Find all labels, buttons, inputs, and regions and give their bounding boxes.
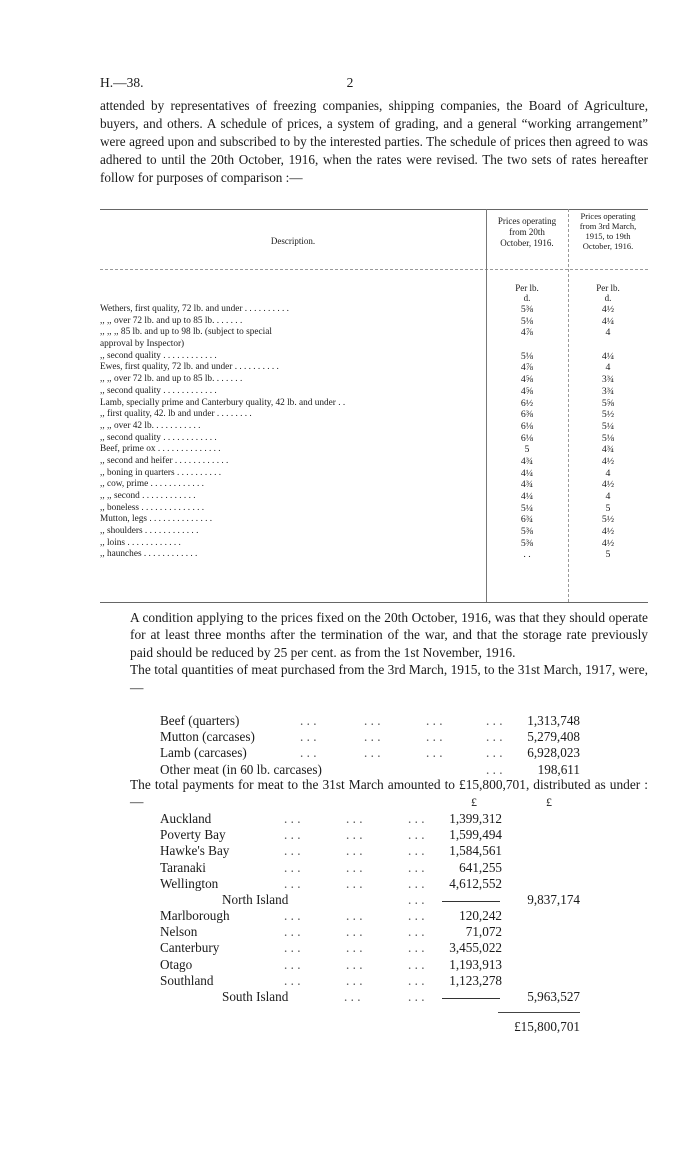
table-row: [100, 468, 648, 480]
old-price: 4: [605, 327, 611, 339]
new-price: 4¼: [520, 491, 534, 502]
quantity-line: Beef (quarters) . . . . . . . . . . . . 1,313,748: [160, 713, 580, 728]
row-description: Ewes, first quality, 72 lb. and under . . . . . . . . . .: [100, 362, 279, 373]
table-row: [100, 444, 648, 456]
row-description: ,, boneless . . . . . . . . . . . . . .: [100, 502, 205, 513]
new-price: 6¾: [520, 514, 534, 526]
new-price: 4⅝: [520, 374, 534, 386]
region-value: 1,399,312: [449, 811, 502, 826]
row-description: ,, loins . . . . . . . . . . . .: [100, 537, 181, 548]
table-row: [100, 316, 648, 328]
new-price: 5⅜: [520, 304, 534, 315]
table-row: [100, 386, 648, 398]
region-line: Otago . . . . . . . . . 1,193,913: [160, 956, 502, 972]
table-row: [100, 479, 648, 491]
row-description: ,, cow, prime . . . . . . . . . . . .: [100, 479, 204, 490]
new-price: 5⅛: [520, 315, 534, 327]
quantity-label: Lamb (carcases): [160, 745, 247, 761]
table-top-rule: [100, 209, 648, 210]
row-description: Lamb, specially prime and Canterbury quality, 42 lb. and under . .: [100, 397, 346, 408]
new-price: . .: [523, 549, 531, 561]
table-row: [100, 351, 648, 363]
row-description: ,, ,, over 72 lb. and up to 85 lb. . . . . . .: [100, 315, 243, 326]
payments-paragraph: The total payments for meat to the 31st March amounted to £15,800,701, distributed as under :—: [130, 777, 648, 809]
row-description: ,, second quality . . . . . . . . . . . .: [100, 432, 217, 443]
row-description: ,, haunches . . . . . . . . . . . .: [100, 549, 198, 560]
new-price: 6⅛: [520, 420, 534, 432]
new-price: 6⅛: [520, 432, 534, 444]
old-price: 4½: [601, 479, 615, 491]
old-price: 4¾: [601, 444, 615, 456]
new-price: 5⅜: [520, 526, 534, 538]
table-bottom-rule: [100, 602, 648, 603]
new-price: 5¼: [520, 502, 534, 514]
region-line: Poverty Bay . . . . . . . . . 1,599,494: [160, 827, 502, 843]
region-value: 1,123,278: [449, 972, 502, 988]
south-total-value: 5,963,527: [527, 989, 580, 1004]
new-price: 5⅜: [520, 537, 534, 549]
unit-label: Per lb. d.: [515, 283, 539, 303]
old-price: 3¾: [601, 374, 615, 386]
new-price: 4¼: [520, 467, 534, 479]
table-row: [100, 538, 648, 550]
region-line: Marlborough . . . . . . . . . 120,242: [160, 908, 502, 923]
row-description: Mutton, legs . . . . . . . . . . . . . .: [100, 514, 213, 525]
row-description: ,, shoulders . . . . . . . . . . . .: [100, 526, 199, 537]
quantity-line: Lamb (carcases) . . . . . . . . . . . . 6,928,023: [160, 745, 580, 761]
region-value: 120,242: [459, 908, 502, 923]
new-price: 6½: [520, 397, 534, 409]
region-name: Auckland: [160, 811, 212, 826]
new-price: 5⅛: [520, 350, 534, 362]
old-price: 4½: [601, 304, 615, 315]
pound-heading: £: [471, 795, 477, 809]
table-row: [100, 421, 648, 433]
region-line: Southland . . . . . . . . . 1,123,278: [160, 972, 502, 988]
region-name: Southland: [160, 972, 214, 988]
old-price: 4¼: [601, 350, 615, 362]
north-total-value: 9,837,174: [527, 892, 580, 907]
row-description: ,, ,, ,, 85 lb. and up to 98 lb. (subject to special: [100, 327, 272, 338]
table-row: [100, 374, 648, 386]
table-row: [100, 362, 648, 374]
region-name: Marlborough: [160, 908, 230, 923]
unit-label: Per lb. d.: [596, 283, 620, 303]
table-row: [100, 549, 648, 561]
table-row: [100, 491, 648, 503]
region-line: Taranaki . . . . . . . . . 641,255: [160, 859, 502, 875]
quantity-label: Beef (quarters): [160, 713, 240, 728]
price-table: [100, 209, 648, 602]
table-row: [100, 456, 648, 468]
document-reference: H.—38.: [100, 75, 144, 90]
new-price: 6⅜: [520, 409, 534, 421]
region-value: 1,584,561: [449, 843, 502, 859]
region-name: Canterbury: [160, 940, 220, 956]
quantity-line: Other meat (in 60 lb. carcases) . . . 198,611: [160, 761, 580, 777]
col-header-new-prices: Prices operating from 20th October, 1916.: [497, 216, 557, 248]
quantity-value: 198,611: [537, 761, 580, 777]
region-value: 1,193,913: [449, 956, 502, 972]
table-row: [100, 526, 648, 538]
old-price: 5½: [601, 409, 615, 421]
north-island-list: [160, 811, 590, 892]
region-value: 4,612,552: [449, 875, 502, 891]
col-header-old-prices: Prices operating from 3rd March, 1915, to 19th October, 1916.: [579, 211, 637, 251]
region-name: Taranaki: [160, 859, 206, 875]
region-line: Auckland . . . . . . . . . 1,399,312: [160, 811, 502, 826]
row-description: ,, second and heifer . . . . . . . . . . . .: [100, 455, 229, 466]
old-price: 5¼: [601, 420, 615, 432]
region-value: 71,072: [465, 924, 502, 940]
old-price: 4¼: [601, 315, 615, 327]
region-name: Otago: [160, 956, 193, 972]
old-price: 5½: [601, 514, 615, 526]
region-line: Nelson . . . . . . . . . 71,072: [160, 924, 502, 940]
region-name: Hawke's Bay: [160, 843, 230, 859]
row-description: approval by Inspector): [100, 339, 185, 350]
north-total-label: North Island: [222, 892, 289, 907]
region-name: Wellington: [160, 875, 219, 891]
quantity-label: Mutton (carcases): [160, 729, 255, 745]
new-price: 4¾: [520, 479, 534, 491]
quantity-line: Mutton (carcases) . . . . . . . . . . . . 5,279,408: [160, 729, 580, 745]
quantities-list: [160, 713, 580, 778]
new-price: 4⅝: [520, 385, 534, 397]
header-rule: [100, 269, 648, 270]
new-price: 4⅞: [520, 327, 534, 339]
table-row: [100, 433, 648, 445]
table-row: [100, 327, 648, 339]
quantity-label: Other meat (in 60 lb. carcases): [160, 761, 322, 777]
row-description: Beef, prime ox . . . . . . . . . . . . . .: [100, 444, 221, 455]
new-price: 4¾: [520, 455, 534, 467]
pound-heading: £: [546, 795, 552, 809]
col-header-description: Description.: [270, 236, 316, 246]
total-rule: [498, 1012, 580, 1013]
region-value: 1,599,494: [449, 827, 502, 843]
old-price: 4: [605, 362, 611, 374]
table-row: [100, 514, 648, 526]
quantity-value: 6,928,023: [527, 745, 580, 761]
region-name: Poverty Bay: [160, 827, 226, 843]
south-total-label: South Island: [222, 989, 289, 1004]
row-description: ,, ,, over 42 lb. . . . . . . . . . .: [100, 420, 201, 431]
region-value: 3,455,022: [449, 940, 502, 956]
old-price: 4: [605, 467, 611, 479]
row-description: ,, ,, second . . . . . . . . . . . .: [100, 491, 196, 501]
intro-paragraph: attended by representatives of freezing companies, shipping companies, the Board of Agriculture, buyers, and others. A schedule of prices, a system of grading, and a general “working arrangement” were agreed upon and subscribed to by the interested parties. The schedule of prices then agreed to was adhered to until the 20th October, 1916, when the rates were revised. The two sets of rates hereafter follow for purposes of comparison :—: [100, 98, 648, 185]
price-rows: [100, 304, 648, 561]
old-price: 5⅝: [601, 397, 615, 409]
grand-total: £15,800,701: [514, 1019, 580, 1034]
row-description: ,, ,, over 72 lb. and up to 85 lb. . . . . . .: [100, 374, 243, 385]
row-description: Wethers, first quality, 72 lb. and under . . . . . . . . . .: [100, 304, 289, 314]
region-line: Hawke's Bay . . . . . . . . . 1,584,561: [160, 843, 502, 859]
new-price: 4⅞: [520, 362, 534, 374]
old-price: 5: [605, 549, 611, 561]
condition-paragraph: A condition applying to the prices fixed on the 20th October, 1916, was that they should operate for at least three months after the termination of the war, and that the storage rate previously paid should be reduced by 25 per cent. as from the 1st November, 1916. The total quantities of meat purchased from the 3rd March, 1915, to the 31st March, 1917, were,—: [130, 610, 648, 695]
region-value: 641,255: [459, 859, 502, 875]
table-row: [100, 304, 648, 316]
north-island-total: North Island . . . 9,837,174: [222, 892, 580, 907]
quantity-value: 1,313,748: [527, 713, 580, 728]
old-price: 4½: [601, 455, 615, 467]
old-price: 4½: [601, 526, 615, 538]
new-price: 5: [524, 444, 530, 456]
row-description: ,, second quality . . . . . . . . . . . .: [100, 350, 217, 361]
row-description: ,, second quality . . . . . . . . . . . .: [100, 385, 217, 396]
region-line: Canterbury . . . . . . . . . 3,455,022: [160, 940, 502, 956]
old-price: 5⅛: [601, 432, 615, 444]
table-row: [100, 398, 648, 410]
region-line: Wellington . . . . . . . . . 4,612,552: [160, 875, 502, 891]
table-row: [100, 409, 648, 421]
south-island-total: South Island . . . . . . 5,963,527: [222, 989, 580, 1004]
region-name: Nelson: [160, 924, 198, 940]
old-price: 4: [605, 491, 611, 502]
old-price: 3¾: [601, 385, 615, 397]
row-description: ,, first quality, 42. lb and under . . . . . . . .: [100, 409, 252, 420]
south-island-list: [160, 908, 590, 989]
table-row: [100, 339, 648, 351]
page-number: 2: [346, 75, 354, 90]
old-price: 5: [605, 502, 611, 514]
row-description: ,, boning in quarters . . . . . . . . . .: [100, 467, 222, 478]
table-row: [100, 503, 648, 515]
old-price: 4½: [601, 537, 615, 549]
quantity-value: 5,279,408: [527, 729, 580, 745]
